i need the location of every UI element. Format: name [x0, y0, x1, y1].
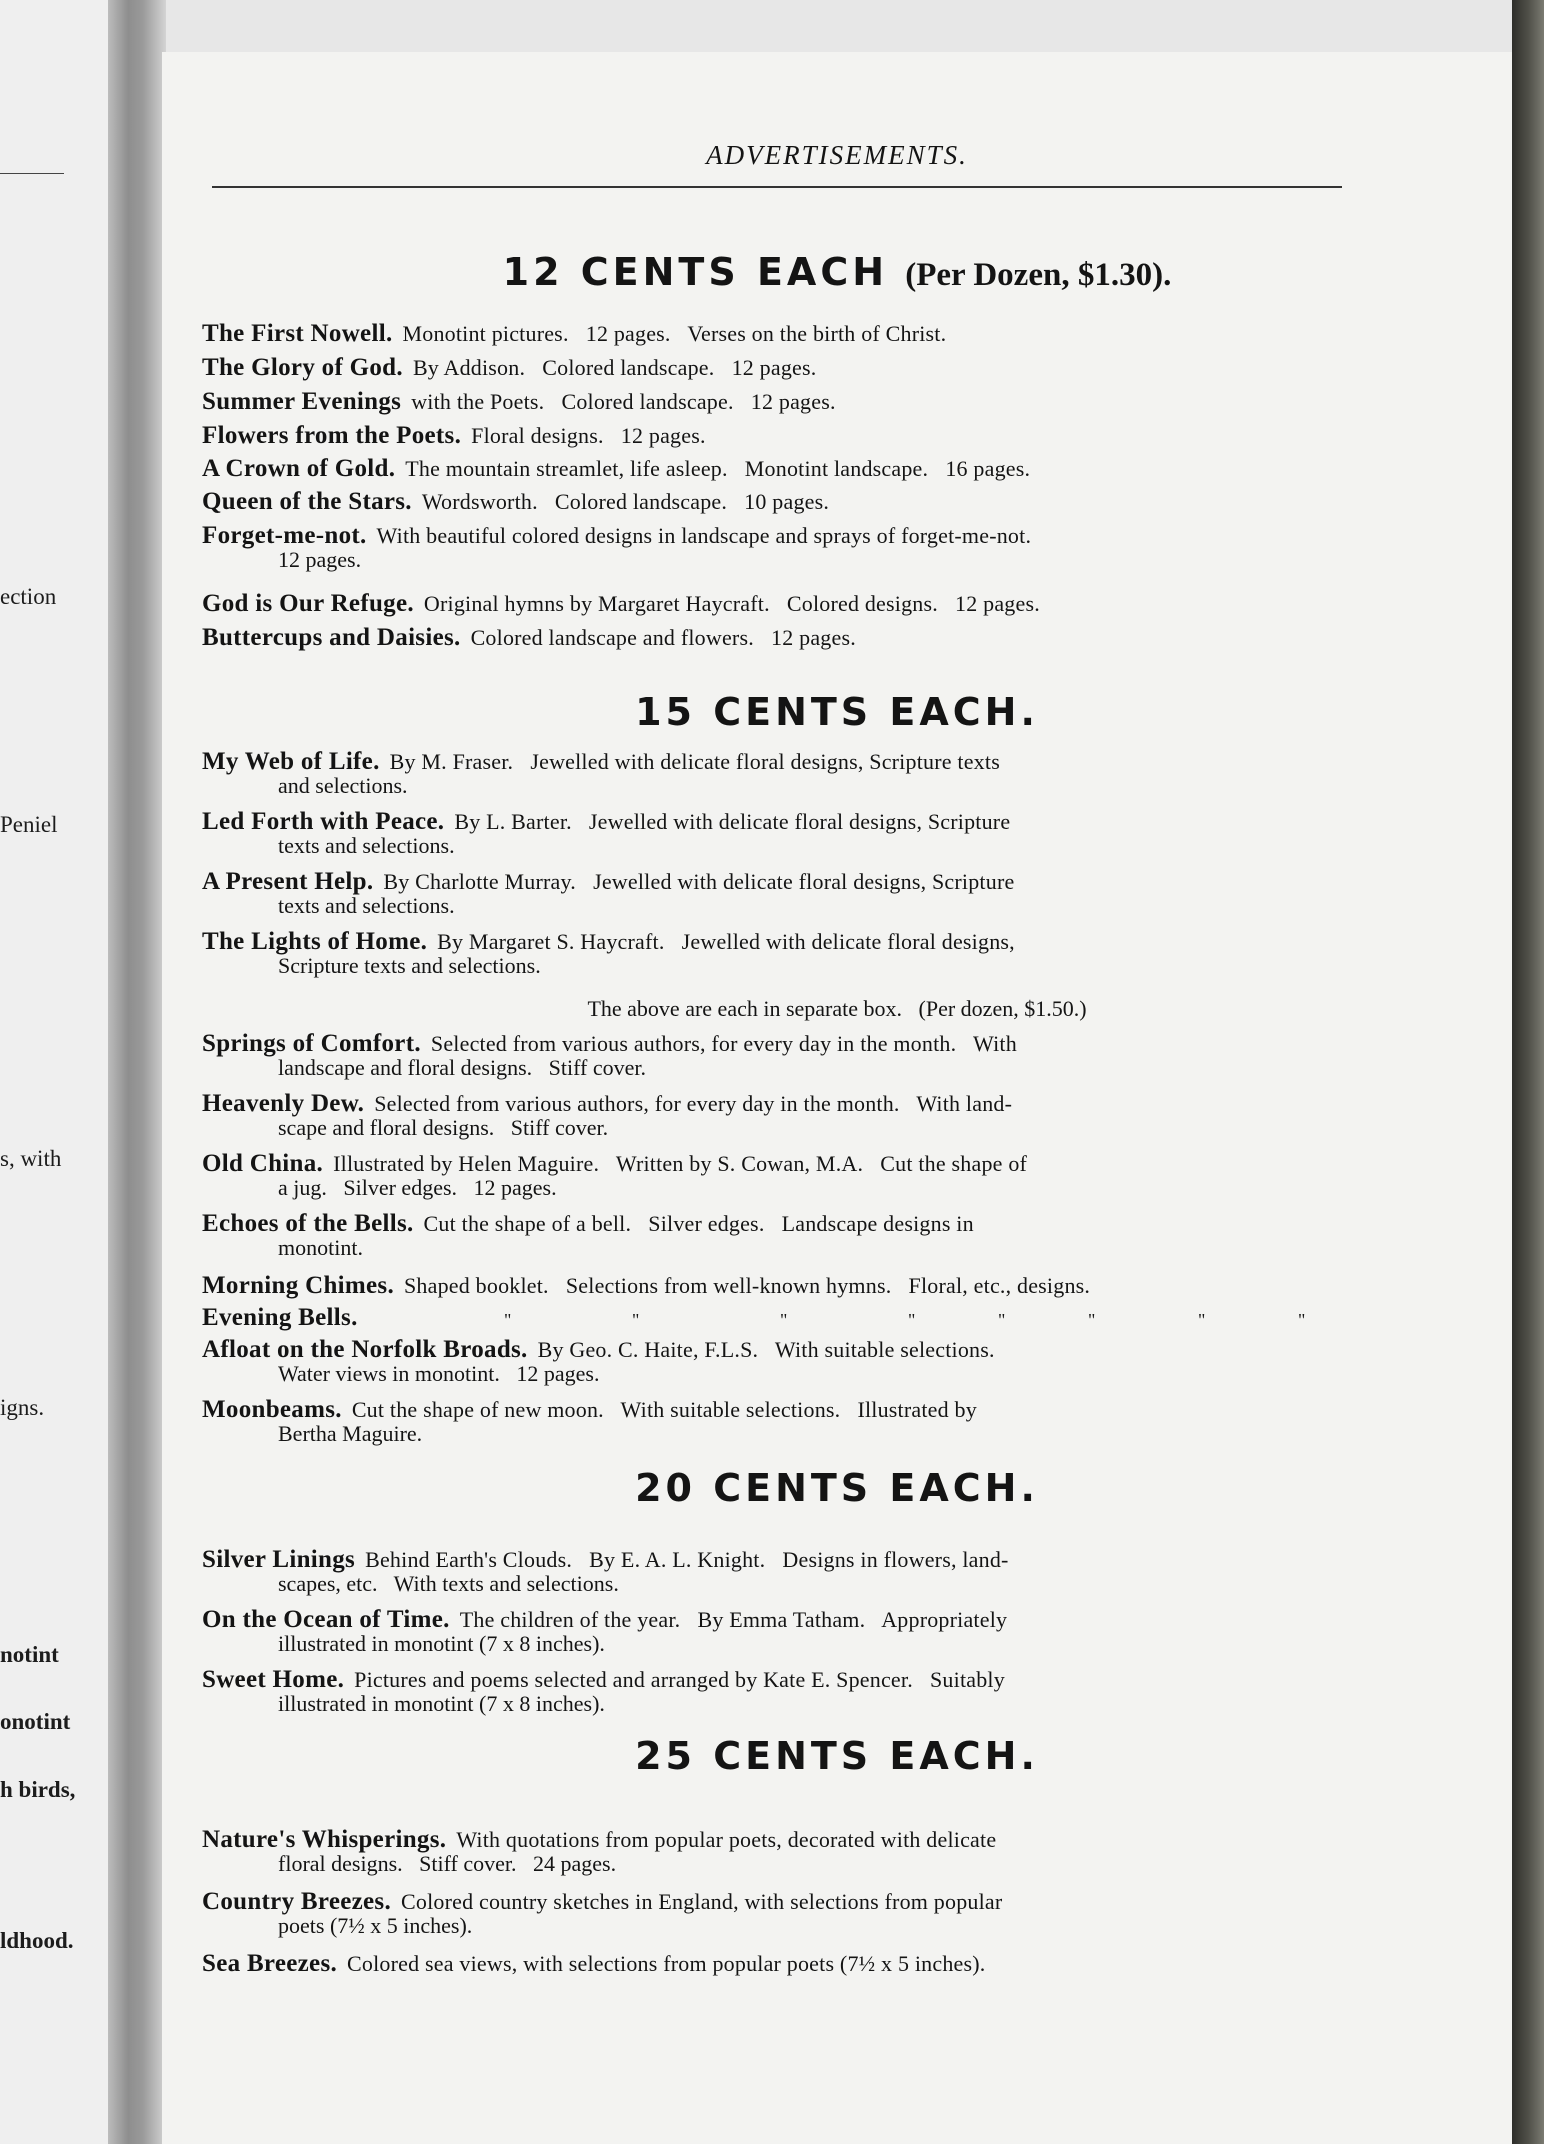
item-title: Sea Breezes.	[202, 1950, 338, 1977]
section-title-12-cents	[162, 250, 1512, 294]
section-price-note: (Per Dozen, $1.30).	[905, 257, 1172, 293]
item-continuation: landscape and floral designs. Stiff cover.	[278, 1055, 646, 1080]
header-rule	[212, 186, 1342, 188]
left-page-fragment: onotint	[0, 1709, 71, 1734]
list-item	[202, 1608, 1352, 1656]
list-item	[202, 810, 1352, 858]
list-item	[202, 1032, 1352, 1080]
item-title: Moonbeams.	[202, 1396, 342, 1423]
item-description: Floral designs. 12 pages.	[471, 423, 706, 448]
item-title: The First Nowell.	[202, 320, 393, 347]
item-continuation: poets (7½ x 5 inches).	[278, 1913, 473, 1938]
item-title: Sweet Home.	[202, 1666, 345, 1693]
item-title: Forget-me-not.	[202, 522, 367, 549]
ditto-mark: "	[780, 1310, 788, 1330]
item-title: God is Our Refuge.	[202, 590, 414, 617]
list-item	[202, 1548, 1352, 1596]
item-title: The Lights of Home.	[202, 928, 428, 955]
item-description: with the Poets. Colored landscape. 12 pages.	[411, 389, 836, 414]
item-description: Selected from various authors, for every day in the month. With	[430, 1031, 1017, 1056]
item-description: Monotint pictures. 12 pages. Verses on the birth of Christ.	[402, 321, 947, 346]
section-title-25-cents: 25 CENTS EACH.	[635, 1734, 1039, 1778]
item-title: Morning Chimes.	[202, 1272, 394, 1299]
page-edge	[1512, 0, 1544, 2144]
item-description: Selected from various authors, for every day in the month. With land-	[374, 1091, 1013, 1116]
item-continuation: Scripture texts and selections.	[278, 953, 541, 978]
item-title: Nature's Whisperings.	[202, 1826, 447, 1853]
item-description: By Addison. Colored landscape. 12 pages.	[412, 355, 817, 380]
item-title: The Glory of God.	[202, 354, 403, 381]
item-continuation: illustrated in monotint (7 x 8 inches).	[278, 1631, 605, 1656]
item-title: A Crown of Gold.	[202, 455, 396, 482]
item-description: The children of the year. By Emma Tatham. Appropriately	[459, 1607, 1008, 1632]
item-description: Cut the shape of new moon. With suitable selections. Illustrated by	[351, 1397, 977, 1422]
list-item	[202, 1338, 1352, 1386]
item-description: The mountain streamlet, life asleep. Monotint landscape. 16 pages.	[405, 456, 1031, 481]
item-continuation: monotint.	[278, 1235, 363, 1260]
item-continuation: scape and floral designs. Stiff cover.	[278, 1115, 609, 1140]
item-description: Illustrated by Helen Maguire. Written by S. Cowan, M.A. Cut the shape of	[333, 1151, 1028, 1176]
list-item	[202, 930, 1352, 978]
item-title: Flowers from the Poets.	[202, 422, 462, 449]
left-facing-page	[0, 0, 112, 2144]
item-description: Cut the shape of a bell. Silver edges. Landscape designs in	[423, 1211, 974, 1236]
item-title: My Web of Life.	[202, 748, 380, 775]
list-item	[202, 1890, 1352, 1938]
list-item	[202, 1274, 1352, 1298]
item-description: Colored sea views, with selections from popular poets (7½ x 5 inches).	[347, 1951, 986, 1976]
running-head: ADVERTISEMENTS.	[706, 140, 968, 170]
advertisement-page	[162, 52, 1512, 2144]
item-title: On the Ocean of Time.	[202, 1606, 450, 1633]
item-continuation: floral designs. Stiff cover. 24 pages.	[278, 1851, 617, 1876]
item-description: With quotations from popular poets, decorated with delicate	[456, 1827, 997, 1852]
section-title-20-cents: 20 CENTS EACH.	[635, 1466, 1039, 1510]
book-gutter	[108, 0, 166, 2144]
list-item	[202, 490, 1352, 514]
ditto-mark: "	[504, 1310, 512, 1330]
item-title: Echoes of the Bells.	[202, 1210, 414, 1237]
item-title: Old China.	[202, 1150, 324, 1177]
box-note: The above are each in separate box. (Per dozen, $1.50.)	[587, 996, 1087, 1021]
ditto-mark: "	[1198, 1310, 1206, 1330]
item-title: Springs of Comfort.	[202, 1030, 421, 1057]
list-item	[202, 1306, 1352, 1330]
list-item	[202, 524, 1352, 572]
list-item	[202, 1152, 1352, 1200]
list-item	[202, 750, 1352, 798]
item-continuation: Water views in monotint. 12 pages.	[278, 1361, 600, 1386]
list-item	[202, 1952, 1352, 1976]
item-continuation: texts and selections.	[278, 893, 455, 918]
left-page-fragment: notint	[0, 1642, 59, 1667]
item-continuation: 12 pages.	[278, 547, 362, 572]
item-description: Behind Earth's Clouds. By E. A. L. Knight. Designs in flowers, land-	[365, 1547, 1009, 1572]
ditto-mark: "	[1088, 1310, 1096, 1330]
item-continuation: Bertha Maguire.	[278, 1421, 423, 1446]
left-page-rule	[0, 173, 64, 174]
ditto-mark: "	[908, 1310, 916, 1330]
list-item	[202, 592, 1352, 616]
list-item	[202, 322, 1352, 346]
item-title: Evening Bells.	[202, 1304, 358, 1331]
item-title: Queen of the Stars.	[202, 488, 412, 515]
item-continuation: illustrated in monotint (7 x 8 inches).	[278, 1691, 605, 1716]
item-description: Colored landscape and flowers. 12 pages.	[470, 625, 856, 650]
list-item	[202, 1092, 1352, 1140]
item-title: Silver Linings	[202, 1546, 356, 1573]
item-title: A Present Help.	[202, 868, 374, 895]
item-description: By Margaret S. Haycraft. Jewelled with delicate floral designs,	[437, 929, 1015, 954]
left-page-fragment: ection	[0, 584, 57, 609]
item-title: Heavenly Dew.	[202, 1090, 365, 1117]
list-item	[202, 457, 1352, 481]
list-item	[202, 390, 1352, 414]
left-page-fragment: igns.	[0, 1395, 45, 1420]
section-title-text: 12 CENTS EACH	[502, 250, 889, 294]
item-description: Shaped booklet. Selections from well-known hymns. Floral, etc., designs.	[404, 1273, 1091, 1298]
item-description: By Charlotte Murray. Jewelled with delicate floral designs, Scripture	[383, 869, 1015, 894]
item-title: Afloat on the Norfolk Broads.	[202, 1336, 528, 1363]
section-title-15-cents: 15 CENTS EACH.	[635, 690, 1039, 734]
list-item	[202, 1828, 1352, 1876]
list-item	[202, 1212, 1352, 1260]
list-item	[202, 1398, 1352, 1446]
left-page-fragment: ldhood.	[0, 1928, 74, 1953]
left-page-fragment: Peniel	[0, 812, 58, 837]
item-description: By Geo. C. Haite, F.L.S. With suitable selections.	[537, 1337, 995, 1362]
ditto-mark: "	[1298, 1310, 1306, 1330]
item-continuation: a jug. Silver edges. 12 pages.	[278, 1175, 557, 1200]
item-description: Pictures and poems selected and arranged by Kate E. Spencer. Suitably	[354, 1667, 1005, 1692]
item-continuation: and selections.	[278, 773, 408, 798]
list-item	[202, 870, 1352, 918]
list-item	[202, 424, 1352, 448]
item-description: By M. Fraser. Jewelled with delicate floral designs, Scripture texts	[389, 749, 1000, 774]
item-title: Country Breezes.	[202, 1888, 392, 1915]
left-page-fragment: h birds,	[0, 1777, 76, 1802]
item-continuation: texts and selections.	[278, 833, 455, 858]
item-description: Original hymns by Margaret Haycraft. Colored designs. 12 pages.	[423, 591, 1040, 616]
ditto-mark: "	[998, 1310, 1006, 1330]
item-continuation: scapes, etc. With texts and selections.	[278, 1571, 619, 1596]
list-item	[202, 356, 1352, 380]
list-item	[202, 1668, 1352, 1716]
item-title: Summer Evenings	[202, 388, 402, 415]
left-page-fragment: s, with	[0, 1146, 62, 1171]
ditto-mark: "	[632, 1310, 640, 1330]
item-title: Led Forth with Peace.	[202, 808, 445, 835]
list-item	[202, 626, 1352, 650]
item-title: Buttercups and Daisies.	[202, 624, 461, 651]
item-description: Colored country sketches in England, with selections from popular	[401, 1889, 1003, 1914]
item-description: By L. Barter. Jewelled with delicate floral designs, Scripture	[454, 809, 1011, 834]
item-description: Wordsworth. Colored landscape. 10 pages.	[421, 489, 830, 514]
item-description: With beautiful colored designs in landscape and sprays of forget-me-not.	[376, 523, 1032, 548]
